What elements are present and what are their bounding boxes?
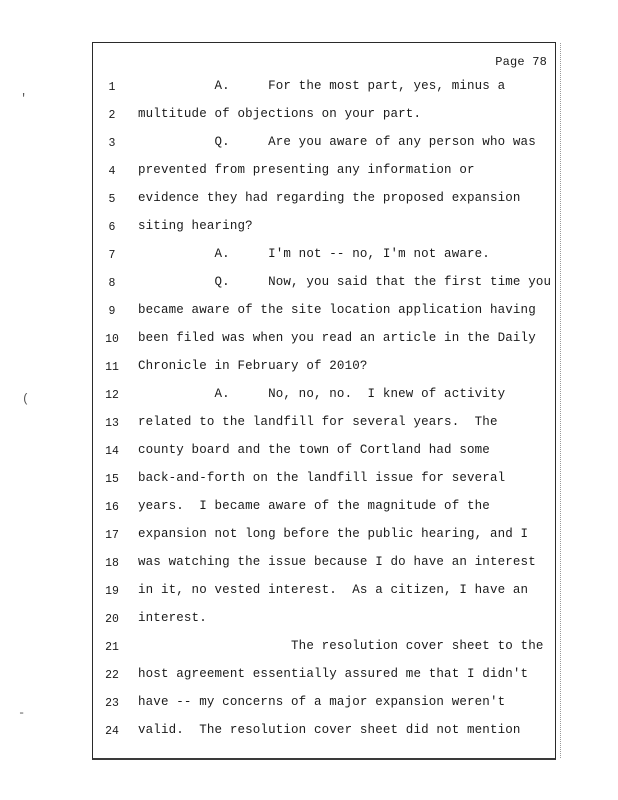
line-number: 19: [105, 585, 119, 598]
transcript-line: [93, 387, 557, 407]
line-number: 15: [105, 473, 119, 486]
transcript-line: [93, 107, 557, 127]
transcript-line: [93, 583, 557, 603]
page-number: Page 78: [495, 55, 547, 69]
line-text: Chronicle in February of 2010?: [138, 359, 368, 373]
line-number: 2: [108, 109, 116, 122]
line-number: 9: [108, 305, 116, 318]
page-edge-artifact: [558, 43, 561, 758]
line-number: 8: [108, 277, 116, 290]
line-number: 21: [105, 641, 119, 654]
line-text: have -- my concerns of a major expansion weren't: [138, 695, 506, 709]
transcript-line: [93, 359, 557, 379]
margin-mark: (: [22, 392, 30, 406]
line-text: county board and the town of Cortland had some: [138, 443, 490, 457]
margin-mark: ′: [20, 92, 28, 106]
transcript-line: [93, 135, 557, 155]
line-number: 18: [105, 557, 119, 570]
transcript-line: [93, 247, 557, 267]
transcript-line: [93, 275, 557, 295]
transcript-line: [93, 667, 557, 687]
line-text: was watching the issue because I do have an interest: [138, 555, 536, 569]
line-number: 17: [105, 529, 119, 542]
transcript-line: [93, 191, 557, 211]
line-text: became aware of the site location application having: [138, 303, 536, 317]
line-number: 24: [105, 725, 119, 738]
line-number: 13: [105, 417, 119, 430]
line-number: 11: [105, 361, 119, 374]
line-text: back-and-forth on the landfill issue for several: [138, 471, 506, 485]
transcript-line: [93, 443, 557, 463]
line-text: related to the landfill for several years. The: [138, 415, 498, 429]
transcript-line: [93, 303, 557, 323]
line-text: multitude of objections on your part.: [138, 107, 422, 121]
line-text: host agreement essentially assured me that I didn't: [138, 667, 529, 681]
line-number: 4: [108, 165, 116, 178]
transcript-line: [93, 415, 557, 435]
line-text: been filed was when you read an article in the Daily: [138, 331, 536, 345]
transcript-line: [93, 527, 557, 547]
line-number: 3: [108, 137, 116, 150]
line-text: The resolution cover sheet to the: [138, 639, 544, 653]
line-number: 22: [105, 669, 119, 682]
line-number: 1: [108, 81, 116, 94]
line-text: expansion not long before the public hearing, and I: [138, 527, 529, 541]
transcript-page: [92, 42, 556, 760]
line-number: 14: [105, 445, 119, 458]
line-number: 16: [105, 501, 119, 514]
line-text: A. I'm not -- no, I'm not aware.: [138, 247, 490, 261]
line-text: evidence they had regarding the proposed expansion: [138, 191, 521, 205]
line-text: interest.: [138, 611, 207, 625]
line-text: A. No, no, no. I knew of activity: [138, 387, 506, 401]
transcript-line: [93, 723, 557, 743]
transcript-line: [93, 555, 557, 575]
line-text: Q. Now, you said that the first time you: [138, 275, 552, 289]
line-number: 12: [105, 389, 119, 402]
transcript-line: [93, 163, 557, 183]
transcript-line: [93, 219, 557, 239]
margin-mark: ‐: [18, 706, 26, 720]
line-text: Q. Are you aware of any person who was: [138, 135, 536, 149]
line-text: years. I became aware of the magnitude of the: [138, 499, 490, 513]
transcript-line: [93, 611, 557, 631]
line-number: 6: [108, 221, 116, 234]
transcript-line: [93, 471, 557, 491]
line-text: in it, no vested interest. As a citizen, I have an: [138, 583, 529, 597]
transcript-line: [93, 695, 557, 715]
line-number: 20: [105, 613, 119, 626]
line-number: 5: [108, 193, 116, 206]
line-number: 23: [105, 697, 119, 710]
line-text: prevented from presenting any information or: [138, 163, 475, 177]
transcript-line: [93, 331, 557, 351]
line-text: valid. The resolution cover sheet did not mention: [138, 723, 521, 737]
transcript-line: [93, 499, 557, 519]
transcript-line: [93, 79, 557, 99]
line-text: A. For the most part, yes, minus a: [138, 79, 506, 93]
line-number: 7: [108, 249, 116, 262]
transcript-line: [93, 639, 557, 659]
line-text: siting hearing?: [138, 219, 253, 233]
line-number: 10: [105, 333, 119, 346]
